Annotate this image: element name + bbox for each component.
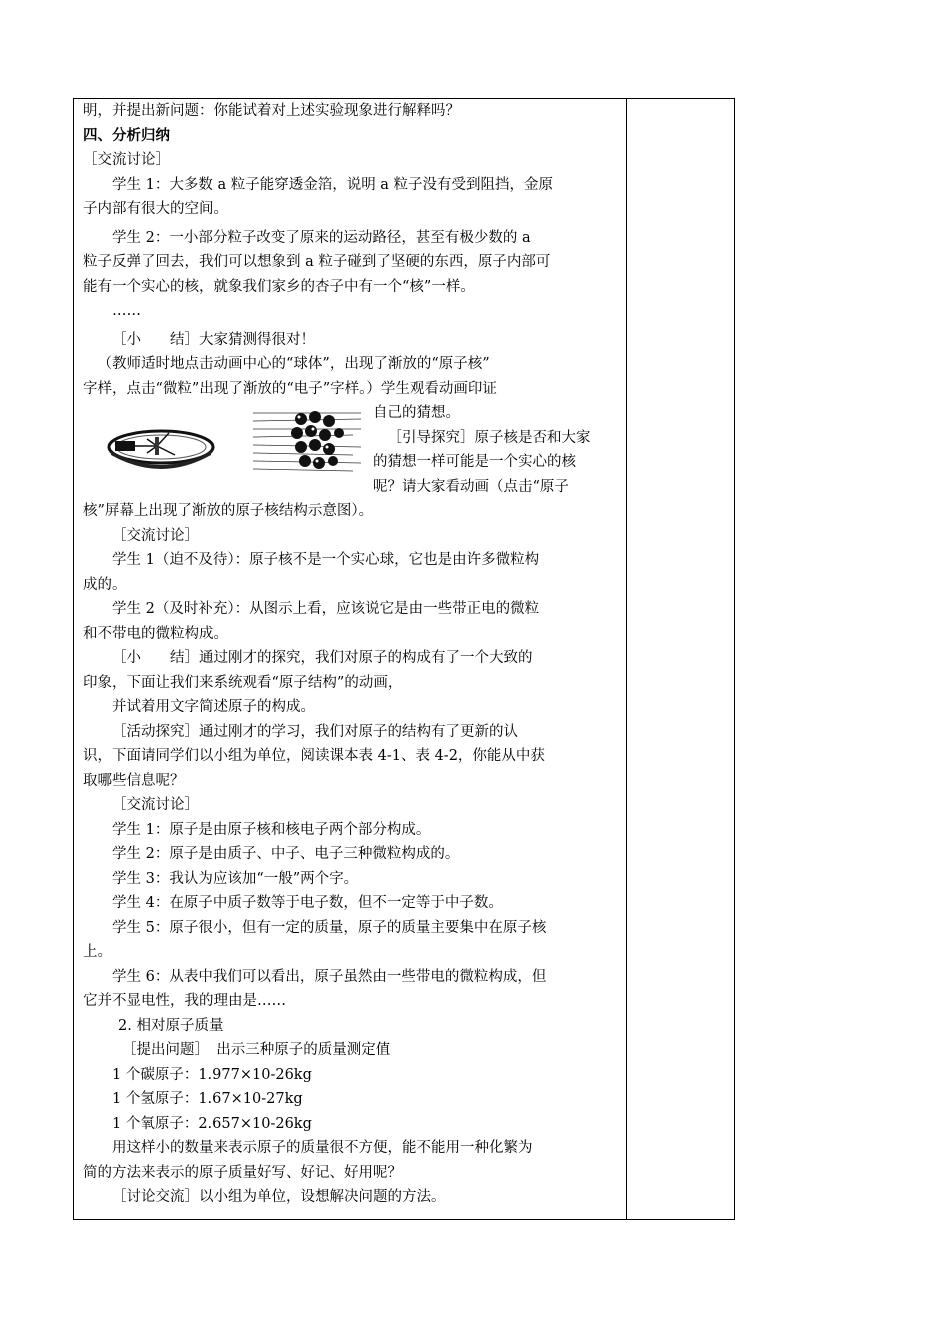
text-line: ［提出问题］ 出示三种原子的质量测定值 [122, 1042, 391, 1058]
text-line: 和不带电的微粒构成。 [83, 625, 228, 642]
mass-value: 1 个碳原子：1.977×10-26kg [112, 1066, 312, 1083]
text-line: 学生 2（及时补充）：从图示上看，应该说它是由一些带正电的微粒 [112, 601, 540, 617]
text-line: 成的。 [83, 576, 127, 593]
section-heading: 四、分析归纳 [83, 127, 170, 144]
text-line: ［交流讨论］ [112, 527, 199, 544]
text-line: 字样，点击“微粒”出现了渐放的“电子”字样。）学生观看动画印证 [83, 380, 497, 397]
text-line: 子内部有很大的空间。 [83, 201, 228, 217]
text-line: 并试着用文字简述原子的构成。 [112, 699, 315, 715]
text-line: ［引导探究］原子核是否和大家 [387, 429, 591, 446]
text-line: 自己的猜想。 [373, 405, 460, 421]
text-line: ［讨论交流］以小组为单位，设想解决问题的方法。 [112, 1189, 446, 1205]
text-line: 的猜想一样可能是一个实心的核 [373, 454, 576, 470]
text-line: 呢？请大家看动画（点击“原子 [373, 478, 569, 495]
text-line: 学生 4：在原子中质子数等于电子数，但不一定等于中子数。 [112, 895, 503, 911]
text-line: 学生 2：原子是由质子、中子、电子三种微粒构成的。 [112, 846, 460, 862]
summary-line: ［小 结］大家猜测得很对！ [112, 331, 315, 348]
lesson-content [83, 99, 619, 1210]
text-line: 学生 1：大多数 a 粒子能穿透金箔，说明 a 粒子没有受到阻挡，金原 [112, 176, 554, 193]
text-line: （教师适时地点击动画中心的“球体”，出现了渐放的“原子核” [97, 356, 490, 372]
text-line: 粒子反弹了回去，我们可以想象到 a 粒子碰到了坚硬的东西，原子内部可 [83, 254, 551, 270]
atom-nucleus-structure-icon [253, 407, 363, 477]
text-line: 学生 1（迫不及待）：原子核不是一个实心球，它也是由许多微粒构 [112, 552, 540, 568]
column-divider [626, 99, 627, 1219]
lesson-table [73, 98, 735, 1220]
text-line: 简的方法来表示的原子质量好写、好记、好用呢？ [83, 1164, 402, 1181]
text-line: ［交流讨论］ [112, 797, 199, 813]
text-line: 用这样小的数量来表示原子的质量很不方便，能不能用一种化繁为 [112, 1140, 533, 1156]
text-line: 核”屏幕上出现了渐放的原子核结构示意图）。 [83, 503, 374, 519]
side-text [373, 401, 619, 499]
subsection-heading: 2. 相对原子质量 [118, 1017, 224, 1034]
text-line: 学生 6：从表中我们可以看出，原子虽然由一些带电的微粒构成，但 [112, 968, 547, 985]
text-line: 学生 2：一小部分粒子改变了原来的运动路径，甚至有极少数的 a [112, 229, 531, 246]
text-line: 上。 [83, 944, 112, 960]
text-line: 印象，下面让我们来系统观看“原子结构”的动画， [83, 674, 403, 691]
text-line: 学生 1：原子是由原子核和核电子两个部分构成。 [112, 821, 431, 838]
text-line: 学生 5：原子很小，但有一定的质量，原子的质量主要集中在原子核 [112, 919, 547, 936]
mass-value: 1 个氧原子：2.657×10-26kg [112, 1115, 312, 1132]
figure-block [83, 401, 619, 523]
text-line: 明，并提出新问题：你能试着对上述实验现象进行解释吗？ [83, 103, 460, 119]
mass-value: 1 个氢原子：1.67×10-27kg [112, 1091, 303, 1107]
text-line: 它并不显电性，我的理由是…… [83, 993, 286, 1009]
text-line: 能有一个实心的核，就象我们家乡的杏子中有一个“核”一样。 [83, 278, 475, 295]
ellipsis-line: …… [112, 303, 141, 319]
summary-line: ［小 结］通过刚才的探究，我们对原子的构成有了一个大致的 [112, 650, 533, 666]
text-line: 学生 3：我认为应该加“一般”两个字。 [112, 870, 359, 887]
text-line: 识，下面请同学们以小组为单位，阅读课本表 4-1、表 4-2，你能从中获 [83, 748, 545, 764]
text-line: ［交流讨论］ [83, 152, 170, 168]
text-line: ［活动探究］通过刚才的学习，我们对原子的结构有了更新的认 [112, 723, 518, 740]
alpha-scattering-apparatus-icon [105, 419, 217, 471]
text-line: 取哪些信息呢？ [83, 772, 185, 789]
